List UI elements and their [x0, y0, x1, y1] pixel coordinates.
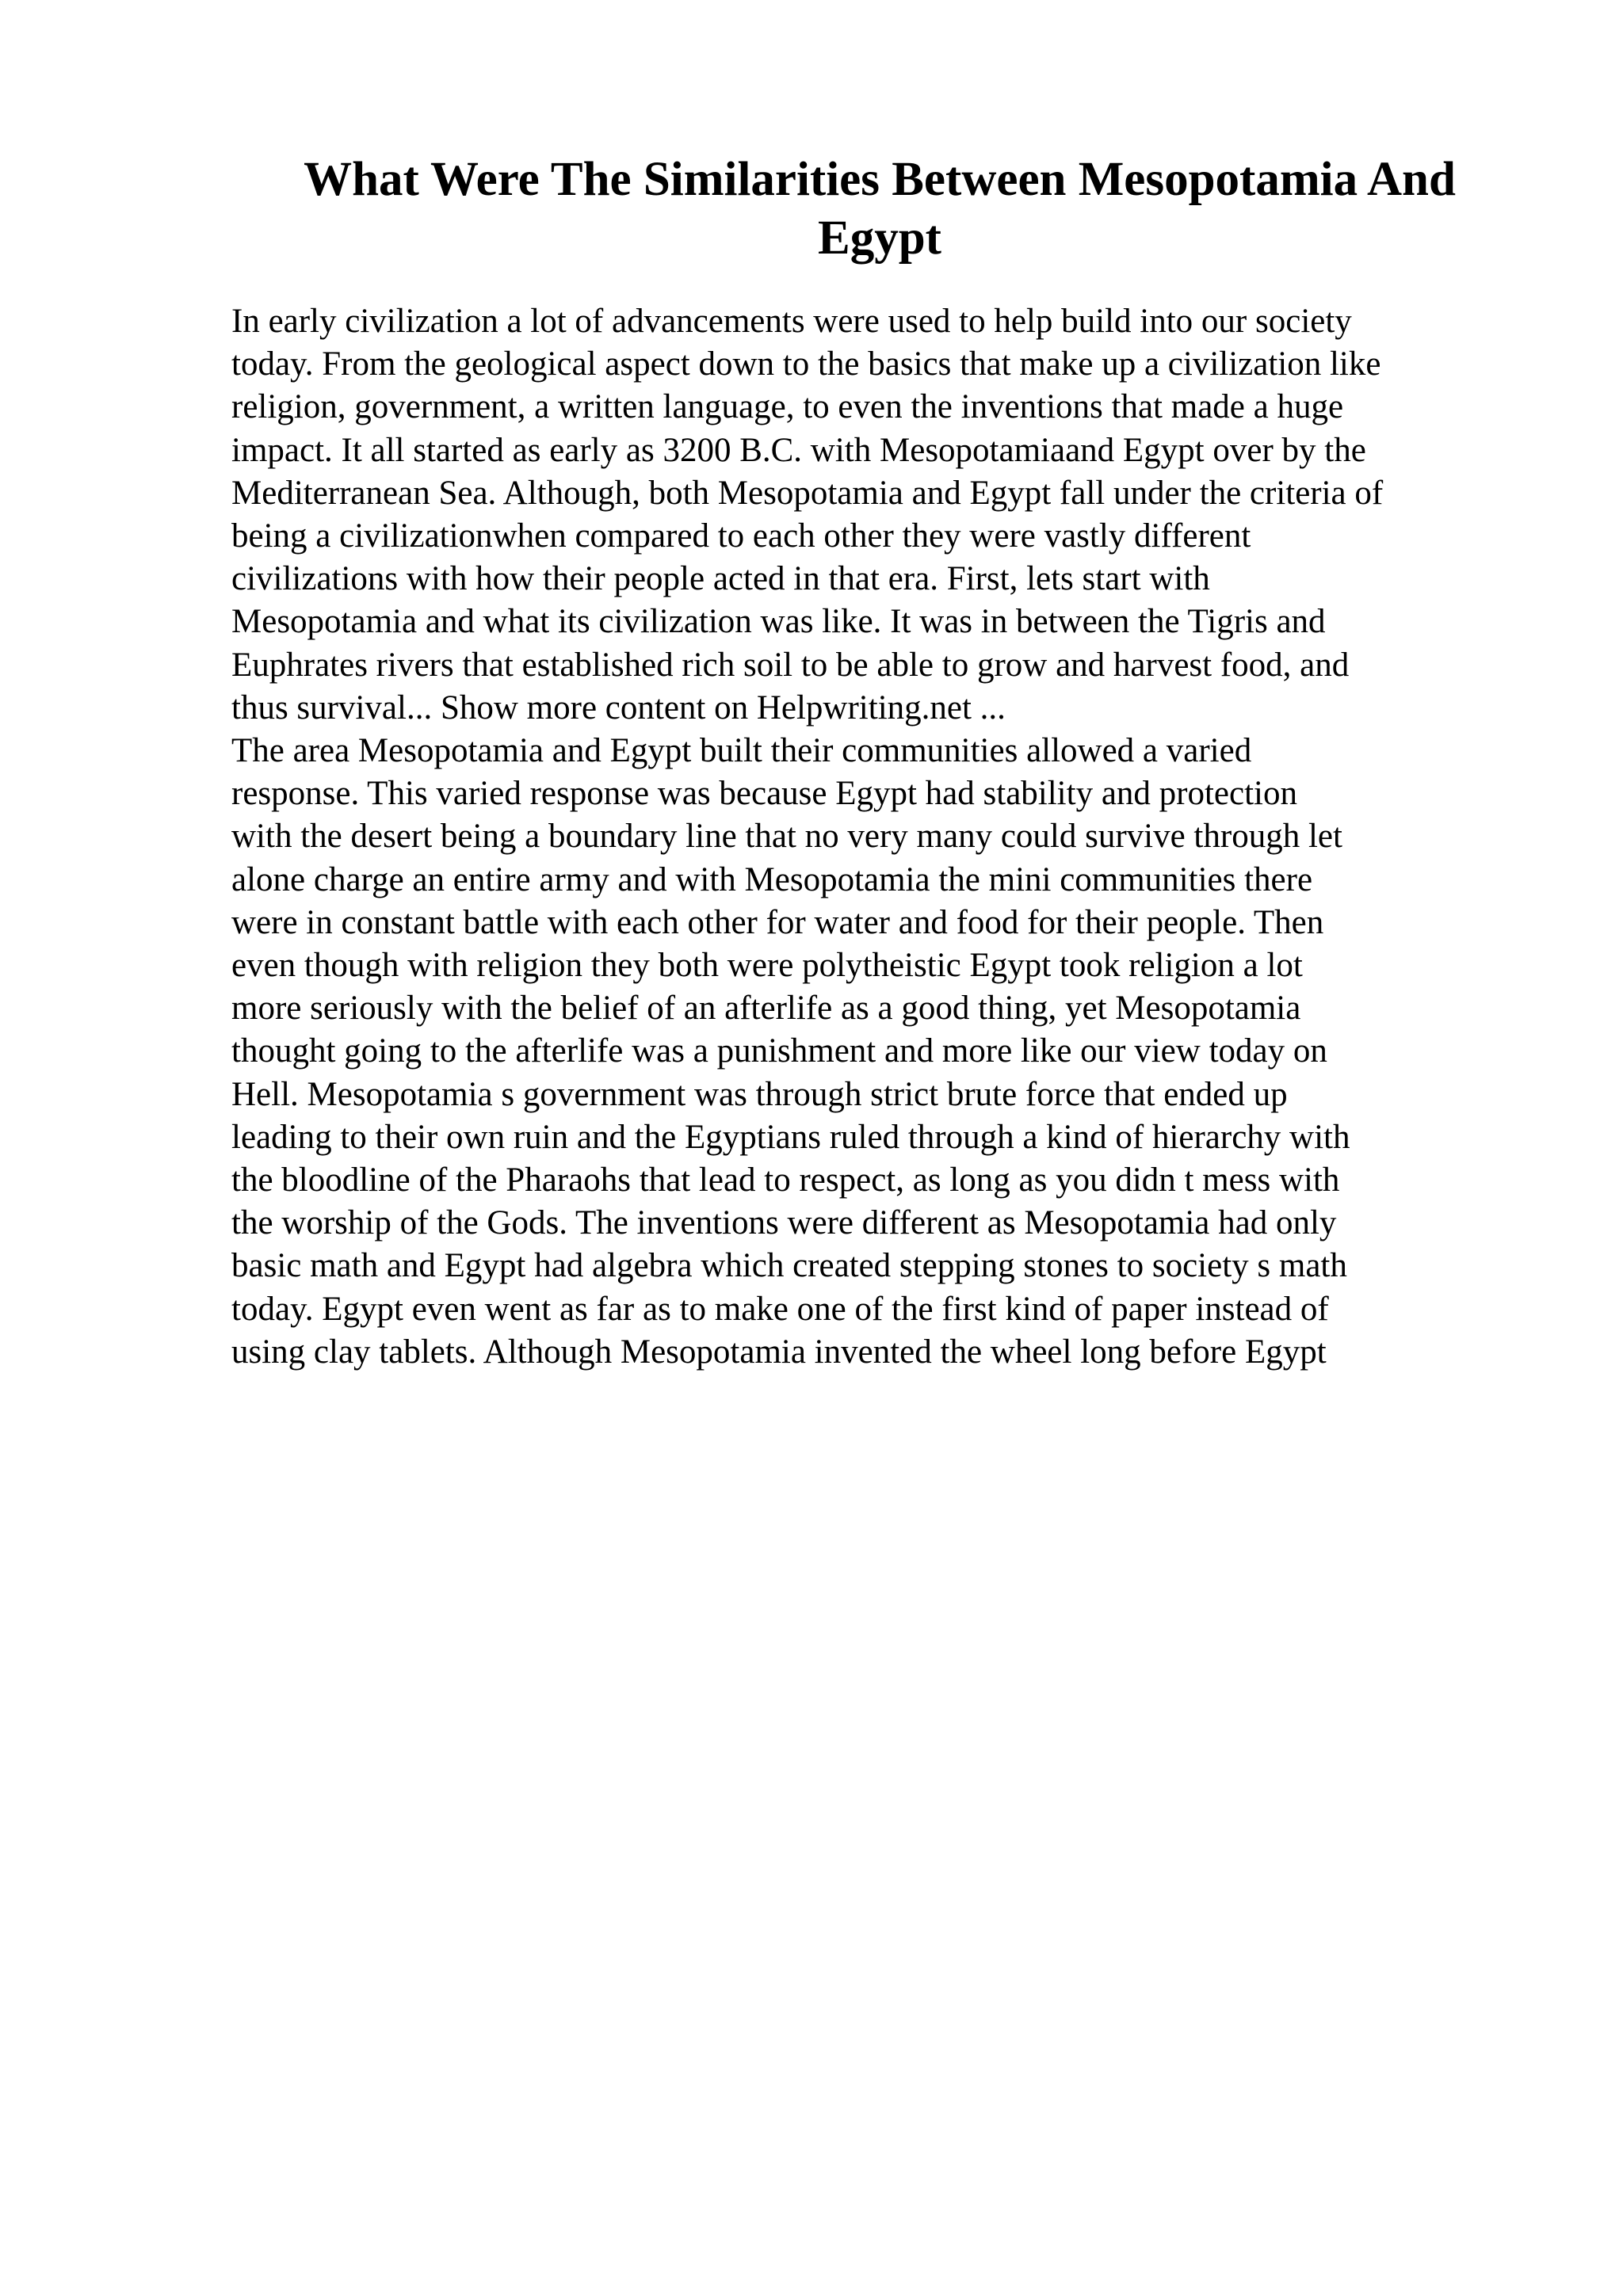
body-line: even though with religion they both were polytheistic Egypt took religion a lot: [231, 947, 1303, 985]
body-line: leading to their own ruin and the Egyptians ruled through a kind of hierarchy with: [231, 1118, 1350, 1156]
body-line: being a civilizationwhen compared to each other they were vastly different: [231, 517, 1251, 555]
body-line: were in constant battle with each other for water and food for their people. Then: [231, 903, 1324, 941]
body-line: In early civilization a lot of advancements were used to help build into our society: [231, 303, 1352, 340]
body-line: impact. It all started as early as 3200 B.C. with Mesopotamiaand Egypt over by the: [231, 431, 1366, 469]
body-line: alone charge an entire army and with Mesopotamia the mini communities there: [231, 860, 1313, 898]
body-line: more seriously with the belief of an afterlife as a good thing, yet Mesopotamia: [231, 990, 1301, 1028]
body-line: the bloodline of the Pharaohs that lead to respect, as long as you didn t mess with: [231, 1161, 1340, 1199]
body-line: Hell. Mesopotamia s government was through strict brute force that ended up: [231, 1075, 1288, 1113]
body-line: with the desert being a boundary line that no very many could survive through let: [231, 818, 1342, 856]
body-line: Mediterranean Sea. Although, both Mesopotamia and Egypt fall under the criteria of: [231, 474, 1384, 512]
body-line: the worship of the Gods. The inventions were different as Mesopotamia had only: [231, 1204, 1337, 1242]
body-line: civilizations with how their people acted in that era. First, lets start with: [231, 560, 1210, 598]
body-line: response. This varied response was because Egypt had stability and protection: [231, 775, 1297, 813]
body-line: thus survival... Show more content on Helpwriting.net ...: [231, 688, 1006, 727]
body-line: today. From the geological aspect down to the basics that make up a civilization like: [231, 345, 1381, 383]
body-line: religion, government, a written language, to even the inventions that made a huge: [231, 388, 1344, 426]
body-line: Euphrates rivers that established rich soil to be able to grow and harvest food, and: [231, 646, 1350, 684]
body-line: Mesopotamia and what its civilization was like. It was in between the Tigris and: [231, 603, 1326, 641]
document-body: [231, 300, 1531, 1374]
body-line: The area Mesopotamia and Egypt built their communities allowed a varied: [231, 732, 1252, 770]
document-title: What Were The Similarities Between Mesopotamia And Egypt: [304, 153, 1456, 265]
body-line: using clay tablets. Although Mesopotamia invented the wheel long before Egypt: [231, 1333, 1327, 1371]
body-line: thought going to the afterlife was a punishment and more like our view today on: [231, 1032, 1327, 1070]
body-line: today. Egypt even went as far as to make one of the first kind of paper instead of: [231, 1290, 1329, 1328]
body-line: basic math and Egypt had algebra which created stepping stones to society s math: [231, 1247, 1347, 1285]
